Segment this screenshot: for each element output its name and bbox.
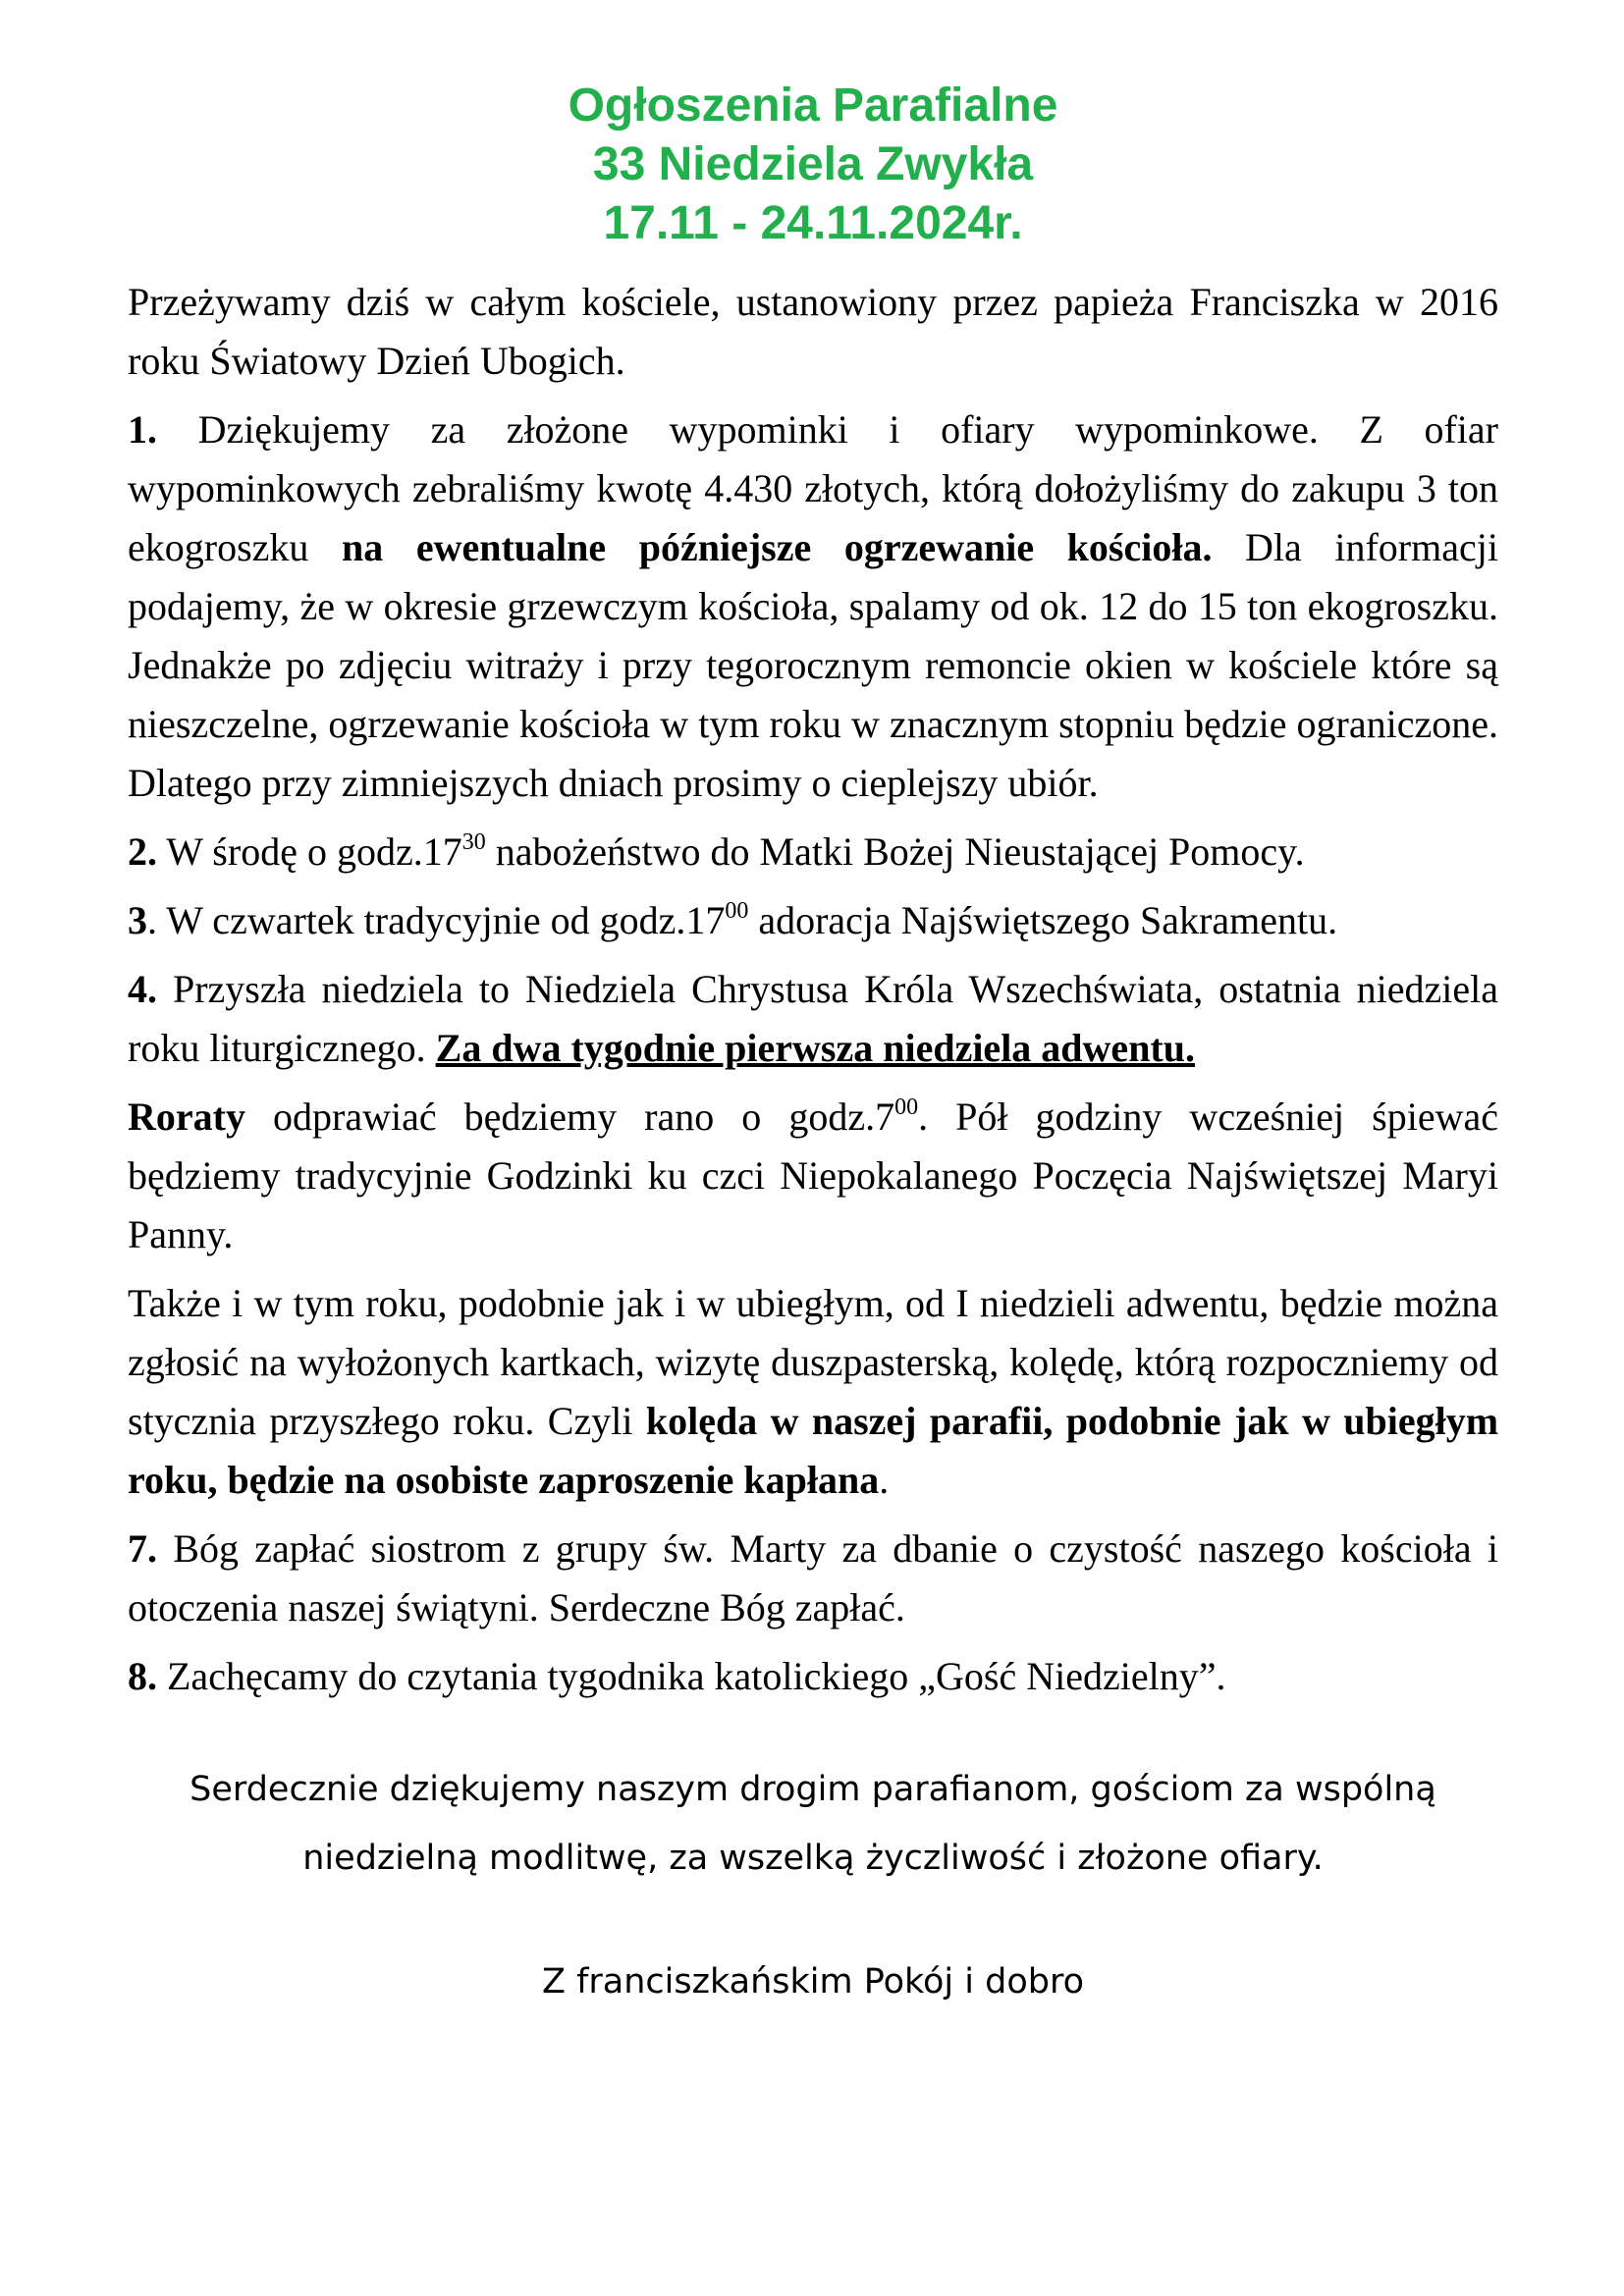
item-text: . Pół godziny wcześniej śpiewać będziemy tradycyjnie Godzinki ku czci Niepokalanego Poczęcia Najświętszej Maryi Panny. xyxy=(128,1095,1498,1256)
announcement-item-2 xyxy=(128,823,1498,881)
closing-line-2: niedzielną modlitwę, za wszelką życzliwość i złożone ofiary. xyxy=(302,1839,1324,1878)
item-number: 4. xyxy=(128,967,157,1011)
announcement-item-3 xyxy=(128,891,1498,950)
roraty-label: Roraty xyxy=(128,1095,245,1139)
time-superscript: 30 xyxy=(461,829,486,855)
announcement-item-4 xyxy=(128,960,1498,1078)
item-text: Bóg zapłać siostrom z grupy św. Marty za dbanie o czystość naszego kościoła i otoczenia naszej świątyni. Serdeczne Bóg zapłać. xyxy=(128,1526,1498,1629)
announcements-body xyxy=(128,273,1498,1706)
item-number: 8. xyxy=(128,1654,157,1698)
item-bold-text: na ewentualne późniejsze ogrzewanie kościoła. xyxy=(341,525,1213,569)
item-text: Dziękujemy za złożone wypominki i ofiary wypominkowe. Z ofiar wypominkowych zebraliśmy kwotę 4.430 złotych, którą dołożyliśmy do zakupu 3 ton ekogroszku xyxy=(128,407,1498,569)
intro-text: Przeżywamy dziś w całym kościele, ustanowiony przez papieża Franciszka w 2016 roku Światowy Dzień Ubogich. xyxy=(128,280,1498,383)
closing-line-1: Serdecznie dziękujemy naszym drogim parafianom, gościom za wspólną xyxy=(189,1770,1436,1809)
page-dates: 17.11 - 24.11.2024r. xyxy=(603,197,1023,249)
item-text: adoracja Najświętszego Sakramentu. xyxy=(748,898,1338,942)
page-title: Ogłoszenia Parafialne xyxy=(568,80,1058,132)
header xyxy=(128,77,1498,253)
item-text: W środę o godz.17 xyxy=(157,829,462,874)
time-superscript: 00 xyxy=(725,898,749,924)
time-superscript: 00 xyxy=(894,1095,919,1120)
signoff: Z franciszkańskim Pokój i dobro xyxy=(541,1962,1085,2002)
item-text: Zachęcamy do czytania tygodnika katolickiego „Gość Niedzielny”. xyxy=(157,1654,1226,1698)
item-text: odprawiać będziemy rano o godz.7 xyxy=(244,1095,895,1139)
item-text: Przyszła niedziela to Niedziela Chrystusa Króla Wszechświata, ostatnia niedziela roku liturgicznego. xyxy=(128,967,1498,1070)
announcement-item-7 xyxy=(128,1520,1498,1637)
item-text: Także i w tym roku, podobnie jak i w ubiegłym, od I niedzieli adwentu, będzie można zgłosić na wyłożonych kartkach, wizytę duszpasterską, kolędę, którą rozpoczniemy od stycznia przyszłego roku. Czyli xyxy=(128,1281,1498,1443)
advent-notice: Za dwa tygodnie pierwsza niedziela adwentu. xyxy=(435,1026,1195,1070)
page-subtitle: 33 Niedziela Zwykła xyxy=(592,138,1034,190)
closing-thanks xyxy=(128,1755,1498,1893)
item-text: nabożeństwo do Matki Bożej Nieustającej Pomocy. xyxy=(485,829,1305,874)
item-number: 2. xyxy=(128,829,157,874)
item-text: . xyxy=(879,1458,890,1502)
roraty-paragraph xyxy=(128,1088,1498,1264)
item-text: . W czwartek tradycyjnie od godz.17 xyxy=(147,898,726,942)
intro-paragraph xyxy=(128,273,1498,391)
announcement-item-1 xyxy=(128,400,1498,813)
item-text: Dla informacji podajemy, że w okresie grzewczym kościoła, spalamy od ok. 12 do 15 ton ekogroszku. Jednakże po zdjęciu witraży i przy tegorocznym remoncie okien w kościele które są nieszczelne, ogrzewanie kościoła w tym roku w znacznym stopniu będzie ograniczone. Dlatego przy zimniejszych dniach prosimy o cieplejszy ubiór. xyxy=(128,525,1498,805)
koleda-bold-text: kolęda w naszej parafii, podobnie jak w ubiegłym roku, będzie na osobiste zaproszenie kapłana xyxy=(128,1399,1499,1502)
announcement-item-8 xyxy=(128,1647,1498,1706)
item-number: 7. xyxy=(128,1526,157,1571)
item-number: 3 xyxy=(128,898,147,942)
item-number: 1. xyxy=(128,407,157,452)
koleda-paragraph xyxy=(128,1274,1498,1510)
